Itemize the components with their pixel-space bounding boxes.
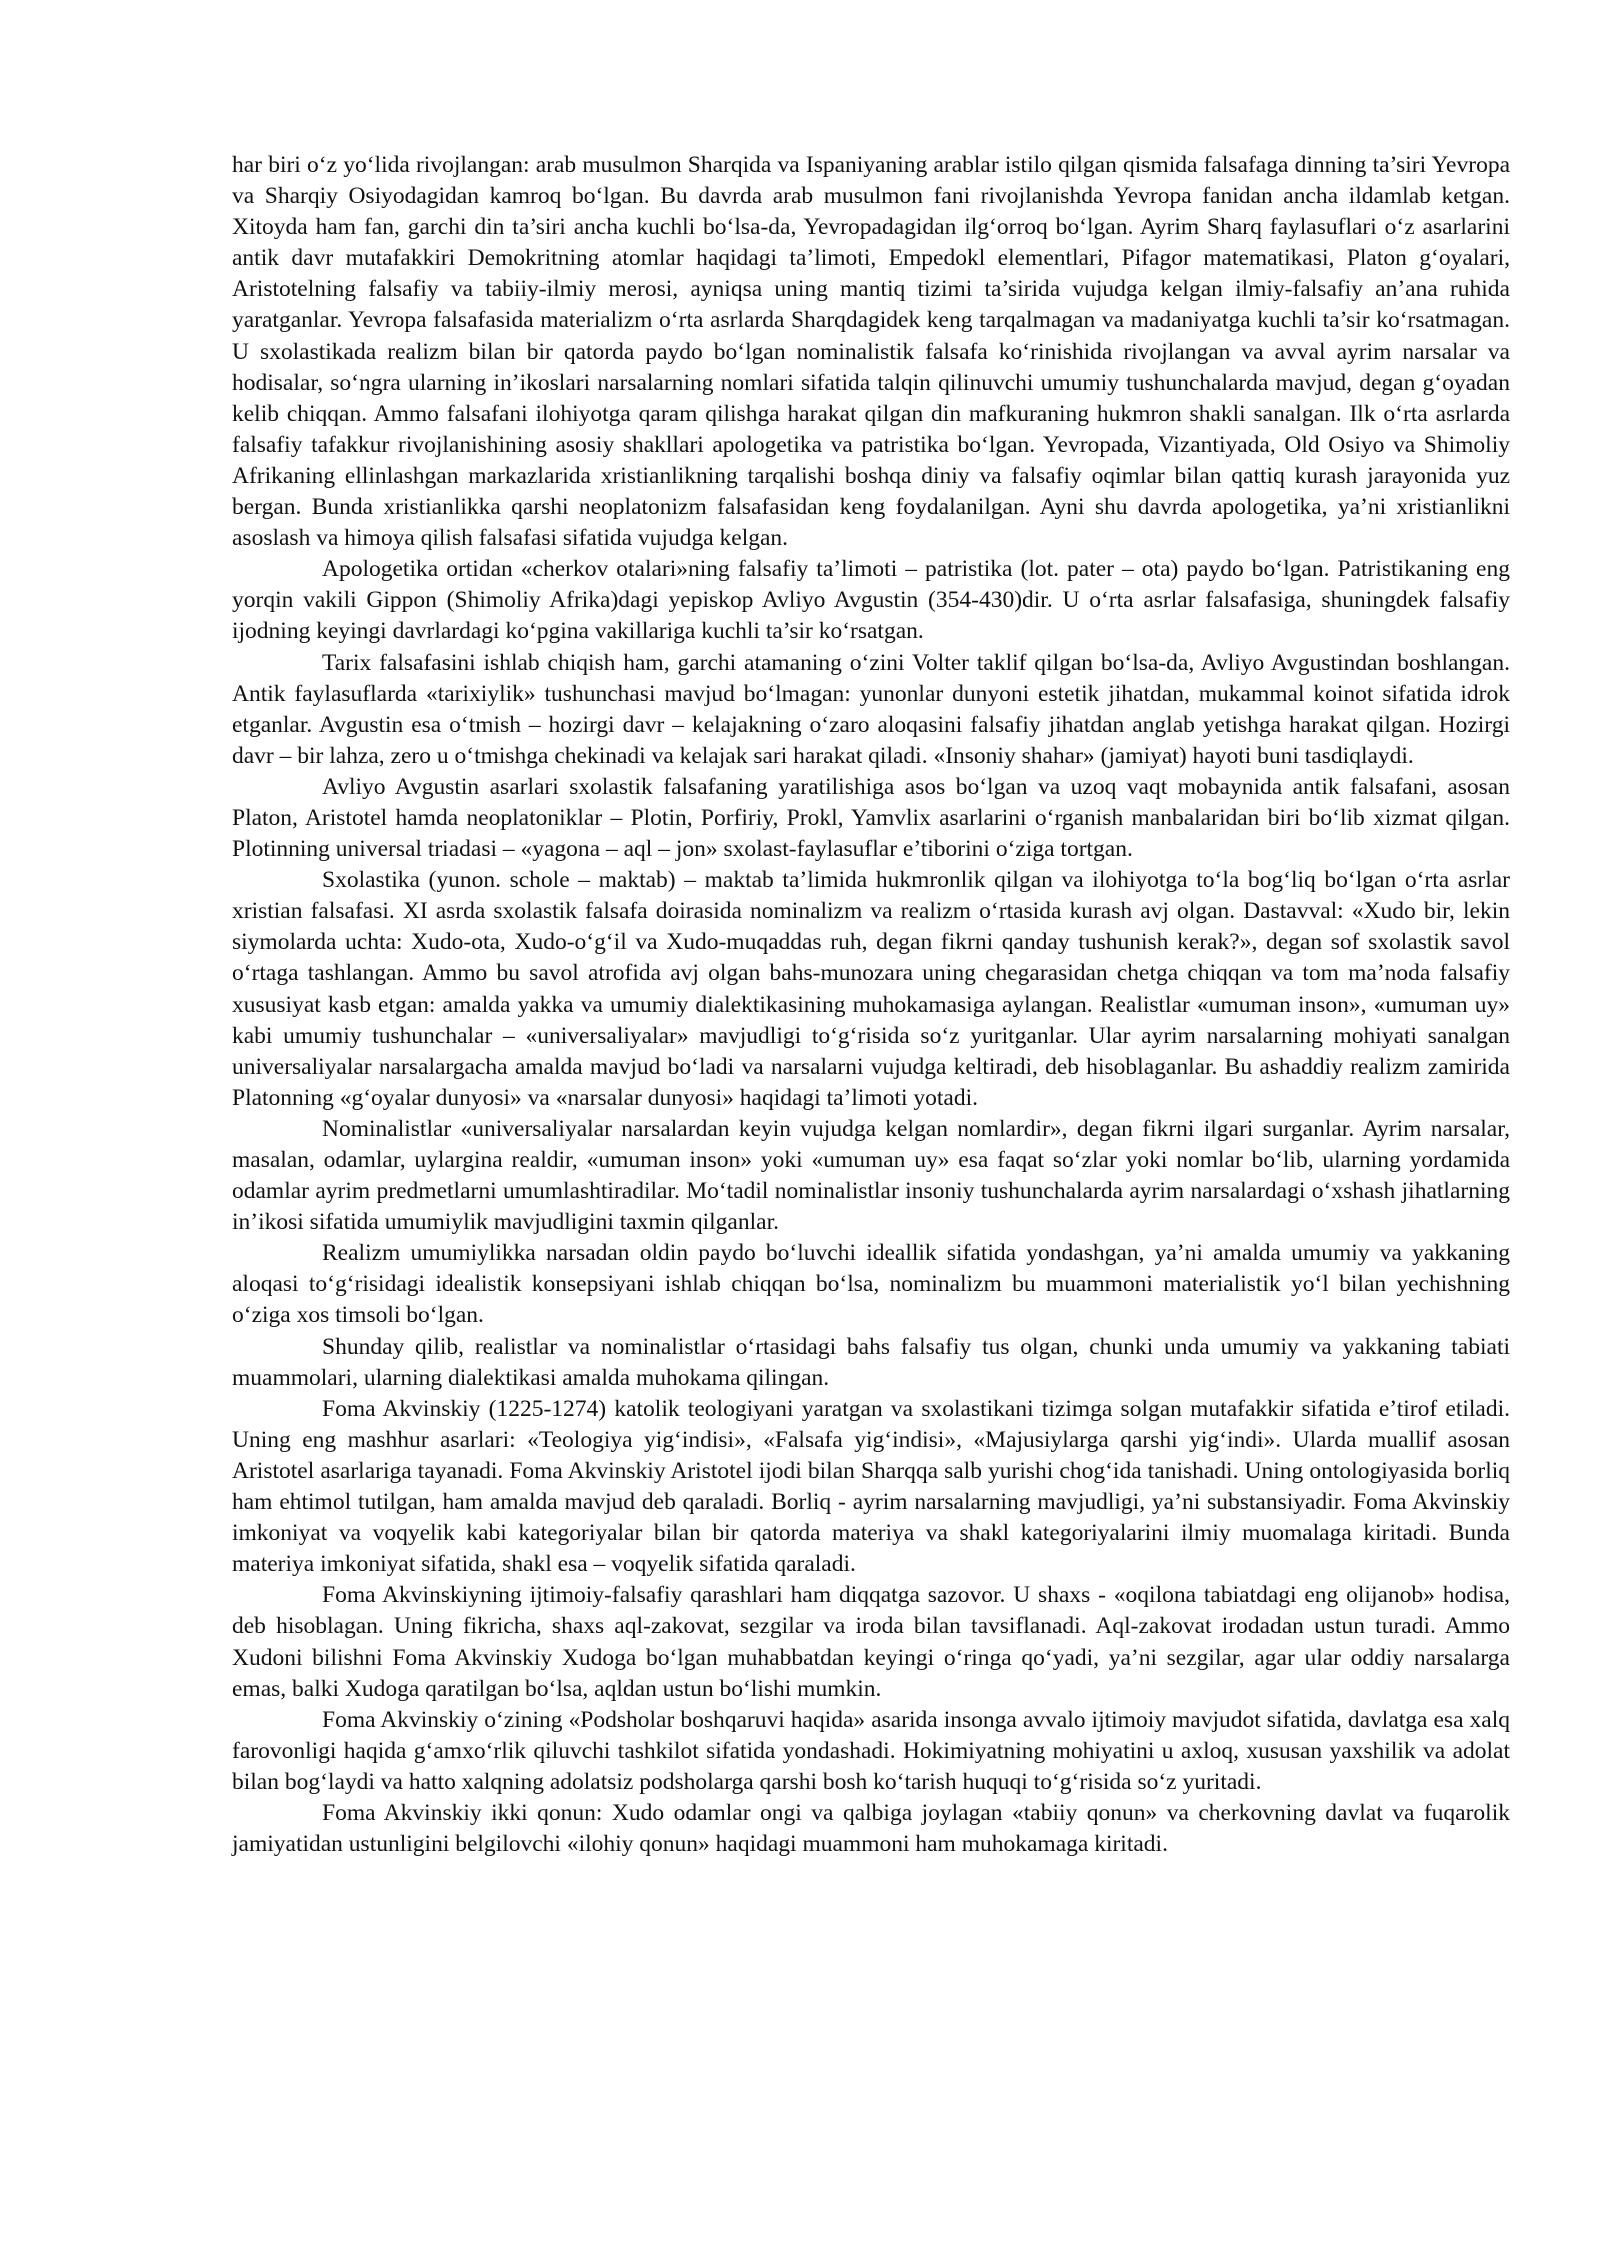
paragraph-nominalistlar: Nominalistlar «universaliyalar narsalardan keyin vujudga kelgan nomlardir», degan fikrni ilgari surganlar. Ayrim narsalar, masalan, odamlar, uylargina realdir, «umuman inson» yoki «umuman uy» esa faqat so‘zlar yoki nomlar bo‘lib, ularning yordamida odamlar ayrim predmetlarni umumlashtiradilar. Mo‘tadil nominalistlar insoniy tushunchalarda ayrim narsalardagi o‘xshash jihatlarning in’ikosi sifatida umumiylik mavjudligini taxmin qilganlar. [232,1115,1510,1236]
paragraph-realizm: Realizm umumiylikka narsadan oldin paydo bo‘luvchi ideallik sifatida yondashgan, ya’ni amalda umumiy va yakkaning aloqasi to‘g‘risidagi idealistik konsepsiyani ishlab chiqqan bo‘lsa, nominalizm bu muammoni materialistik yo‘l bilan yechishning o‘ziga xos timsoli bo‘lgan. [232,1240,1510,1329]
paragraph-tarix-falsafasi: Tarix falsafasini ishlab chiqish ham, garchi atamaning o‘zini Volter taklif qilgan bo‘lsa-da, Avliyo Avgustindan boshlangan. Antik faylasuflarda «tarixiylik» tushunchasi mavjud bo‘lmagan: yunonlar dunyoni estetik jihatdan, mukammal koinot sifatida idrok etganlar. Avgustin esa o‘tmish – hozirgi davr – kelajakning o‘zaro aloqasini falsafiy jihatdan anglab yetishga harakat qilgan. Hozirgi davr – bir lahza, zero u o‘tmishga chekinadi va kelajak sari harakat qiladi. «Insoniy shahar» (jamiyat) hayoti buni tasdiqlaydi. [232,649,1510,769]
paragraph-shunday-qilib: Shunday qilib, realistlar va nominalistlar o‘rtasidagi bahs falsafiy tus olgan, chunki unda umumiy va yakkaning tabiati muammolari, ularning dialektikasi amalda muhokama qilingan. [232,1333,1510,1391]
document-page [232,150,1510,1860]
paragraph-ijtimoiy-qarashlar: Foma Akvinskiyning ijtimoiy-falsafiy qarashlari ham diqqatga sazovor. U shaxs - «oqilona tabiatdagi eng olijanob» hodisa, deb hisoblagan. Uning fikricha, shaxs aql-zakovat, sezgilar va iroda bilan tavsiflanadi. Aql-zakovat irodadan ustun turadi. Ammo Xudoni bilishni Foma Akvinskiy Xudoga bo‘lgan muhabbatdan keyingi o‘ringa qo‘yadi, ya’ni sezgilar, agar ular oddiy narsalarga emas, balki Xudoga qaratilgan bo‘lsa, aqldan ustun bo‘lishi mumkin. [232,1582,1510,1702]
paragraph-apologetika: Apologetika ortidan «cherkov otalari»ning falsafiy ta’limoti – patristika (lot. pater – ota) paydo bo‘lgan. Patristikaning eng yorqin vakili Gippon (Shimoliy Afrika)dagi yepiskop Avliyo Avgustin (354-430)dir. U o‘rta asrlar falsafasiga, shuningdek falsafiy ijodning keyingi davrlardagi ko‘pgina vakillariga kuchli ta’sir ko‘rsatgan. [232,556,1510,645]
paragraph-foma-akvinskiy: Foma Akvinskiy (1225-1274) katolik teologiyani yaratgan va sxolastikani tizimga solgan mutafakkir sifatida e’tirof etiladi. Uning eng mashhur asarlari: «Teologiya yig‘indisi», «Falsafa yig‘indisi», «Majusiylarga qarshi yig‘indi». Ularda muallif asosan Aristotel asarlariga tayanadi. Foma Akvinskiy Aristotel ijodi bilan Sharqqa salb yurishi chog‘ida tanishadi. Uning ontologiyasida borliq ham ehtimol tutilgan, ham amalda mavjud deb qaraladi. Borliq - ayrim narsalarning mavjudligi, ya’ni substansiyadir. Foma Akvinskiy imkoniyat va voqyelik kabi kategoriyalar bilan bir qatorda materiya va shakl kategoriyalarini ilmiy muomalaga kiritadi. Bunda materiya imkoniyat sifatida, shakl esa – voqyelik sifatida qaraladi. [232,1395,1510,1578]
paragraph-avgustin-asarlari: Avliyo Avgustin asarlari sxolastik falsafaning yaratilishiga asos bo‘lgan va uzoq vaqt mobaynida antik falsafani, asosan Platon, Aristotel hamda neoplatoniklar – Plotin, Porfiriy, Prokl, Yamvlix asarlarini o‘rganish manbalaridan biri bo‘lib xizmat qilgan. Plotinning universal triadasi – «yagona – aql – jon» sxolast-faylasuflar e’tiborini o‘ziga tortgan. [232,773,1510,863]
paragraph-sxolastika: Sxolastika (yunon. schole – maktab) – maktab ta’limida hukmronlik qilgan va ilohiyotga to‘la bog‘liq bo‘lgan o‘rta asrlar xristian falsafasi. XI asrda sxolastik falsafa doirasida nominalizm va realizm o‘rtasida kurash avj olgan. Dastavval: «Xudo bir, lekin siymolarda uchta: Xudo-ota, Xudo-o‘g‘il va Xudo-muqaddas ruh, degan fikrni qanday tushunish kerak?», degan sof sxolastik savol o‘rtaga tashlangan. Ammo bu savol atrofida avj olgan bahs-munozara uning chegarasidan chetga chiqqan va tom ma’noda falsafiy xususiyat kasb etgan: amalda yakka va umumiy dialektikasining muhokamasiga aylangan. Realistlar «umuman inson», «umuman uy» kabi umumiy tushunchalar – «universaliyalar» mavjudligi to‘g‘risida so‘z yuritganlar. Ular ayrim narsalarning mohiyati sanalgan universaliyalar narsalargacha amalda mavjud bo‘ladi va narsalarni vujudga keltiradi, deb hisoblaganlar. Bu ashaddiy realizm zamirida Platonning «g‘oyalar dunyosi» va «narsalar dunyosi» haqidagi ta’limoti yotadi. [232,867,1510,1111]
paragraph-continuation: har biri o‘z yo‘lida rivojlangan: arab musulmon Sharqida va Ispaniyaning arablar istilo qilgan qismida falsafaga dinning ta’siri Yevropa va Sharqiy Osiyodagidan kamroq bo‘lgan. Bu davrda arab musulmon fani rivojlanishda Yevropa fanidan ancha ildamlab ketgan. Xitoyda ham fan, garchi din ta’siri ancha kuchli bo‘lsa-da, Yevropadagidan ilg‘orroq bo‘lgan. Ayrim Sharq faylasuflari o‘z asarlarini antik davr mutafakkiri Demokritning atomlar haqidagi ta’limoti, Empedokl elementlari, Pifagor matematikasi, Platon g‘oyalari, Aristotelning falsafiy va tabiiy-ilmiy merosi, ayniqsa uning mantiq tizimi ta’sirida vujudga kelgan ilmiy-falsafiy an’ana ruhida yaratganlar. Yevropa falsafasida materializm o‘rta asrlarda Sharqdagidek keng tarqalmagan va madaniyatga kuchli ta’sir ko‘rsatmagan. U sxolastikada realizm bilan bir qatorda paydo bo‘lgan nominalistik falsafa ko‘rinishida rivojlangan va avval ayrim narsalar va hodisalar, so‘ngra ularning in’ikoslari narsalarning nomlari sifatida talqin qilinuvchi umumiy tushunchalarda mavjud, degan g‘oyadan kelib chiqqan. Ammo falsafani ilohiyotga qaram qilishga harakat qilgan din mafkuraning hukmron shakli sanalgan. Ilk o‘rta asrlarda falsafiy tafakkur rivojlanishining asosiy shakllari apologetika va patristika bo‘lgan. Yevropada, Vizantiyada, Old Osiyo va Shimoliy Afrikaning ellinlashgan markazlarida xristianlikning tarqalishi boshqa diniy va falsafiy oqimlar bilan qattiq kurash jarayonida yuz bergan. Bunda xristianlikka qarshi neoplatonizm falsafasidan keng foydalanilgan. Ayni shu davrda apologetika, ya’ni xristianlikni asoslash va himoya qilish falsafasi sifatida vujudga kelgan. [232,152,1510,552]
paragraph-podsholar-boshqaruvi: Foma Akvinskiy o‘zining «Podsholar boshqaruvi haqida» asarida insonga avvalo ijtimoiy mavjudot sifatida, davlatga esa xalq farovonligi haqida g‘amxo‘rlik qiluvchi tashkilot sifatida yondashadi. Hokimiyatning mohiyatini u axloq, xususan yaxshilik va adolat bilan bog‘laydi va hatto xalqning adolatsiz podsholarga qarshi bosh ko‘tarish huquqi to‘g‘risida so‘z yuritadi. [232,1706,1510,1795]
paragraph-ikki-qonun: Foma Akvinskiy ikki qonun: Xudo odamlar ongi va qalbiga joylagan «tabiiy qonun» va cherkovning davlat va fuqarolik jamiyatidan ustunligini belgilovchi «ilohiy qonun» haqidagi muammoni ham muhokamaga kiritadi. [232,1799,1510,1858]
